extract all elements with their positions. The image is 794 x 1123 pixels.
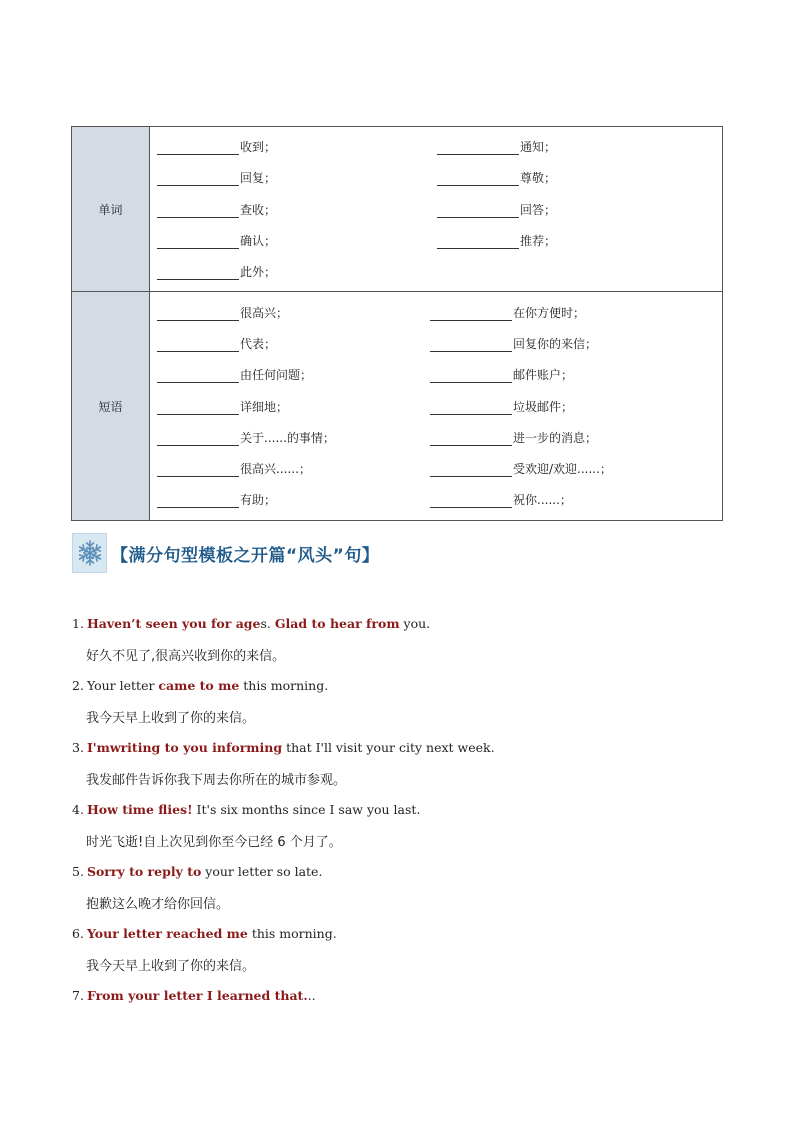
sentence-number: 1.	[72, 616, 84, 631]
word-row	[157, 162, 722, 193]
word-meaning: 收到；	[240, 140, 277, 155]
phrase-meaning: 代表；	[240, 336, 277, 351]
answer-blank[interactable]	[430, 307, 512, 321]
phrase-item	[430, 304, 585, 321]
word-meaning: 查收；	[240, 202, 277, 217]
sentence-highlight: Your letter reached me	[86, 926, 248, 941]
word-row	[157, 131, 722, 162]
phrases-row	[72, 292, 723, 520]
sentence-english	[72, 670, 732, 701]
answer-blank[interactable]	[157, 141, 239, 155]
section-title: 【满分句型模板之开篇“风头”句】	[111, 545, 380, 566]
answer-blank[interactable]	[157, 307, 239, 321]
phrase-row	[157, 328, 722, 359]
word-meaning: 通知；	[520, 140, 557, 155]
sentence-number: 6.	[72, 926, 84, 941]
sentence-text: this morning.	[239, 678, 329, 693]
sentence-highlight: How time flies!	[86, 802, 193, 817]
answer-blank[interactable]	[157, 172, 239, 186]
phrase-meaning: 祝你......；	[513, 493, 572, 508]
word-item	[157, 138, 437, 155]
phrase-meaning: 有助；	[240, 493, 277, 508]
phrase-item	[430, 491, 572, 508]
answer-blank[interactable]	[437, 172, 519, 186]
phrase-item	[430, 398, 573, 415]
sentence-highlight: Haven’t seen you for age	[86, 616, 261, 631]
word-item	[157, 169, 437, 186]
word-item	[157, 263, 437, 280]
phrase-row	[157, 453, 722, 484]
phrase-item	[157, 491, 430, 508]
phrase-meaning: 垃圾邮件；	[513, 399, 574, 414]
sentence-text: ..	[307, 988, 316, 1003]
answer-blank[interactable]	[157, 463, 239, 477]
phrase-meaning: 关于......的事情；	[240, 430, 335, 445]
answer-blank[interactable]	[430, 369, 512, 383]
phrase-item	[157, 429, 430, 446]
word-row	[157, 225, 722, 256]
phrase-meaning: 回复你的来信；	[513, 336, 598, 351]
words-row	[72, 127, 723, 292]
sentence-english	[72, 918, 732, 949]
sentence-number: 7.	[72, 988, 84, 1003]
phrase-item	[157, 398, 430, 415]
sentence-english	[72, 856, 732, 887]
sentence-text: this morning.	[247, 926, 337, 941]
answer-blank[interactable]	[437, 141, 519, 155]
sentence-chinese: 好久不见了,很高兴收到你的来信。	[86, 649, 286, 664]
sentence-chinese: 时光飞逝!自上次见到你至今已经 6 个月了。	[86, 835, 342, 850]
answer-blank[interactable]	[157, 401, 239, 415]
answer-blank[interactable]	[430, 338, 512, 352]
sentence-highlight: Sorry to reply to	[86, 864, 202, 879]
answer-blank[interactable]	[157, 494, 239, 508]
words-cell	[150, 127, 723, 292]
sentence-english	[72, 980, 732, 1011]
phrase-meaning: 由任何问题；	[240, 368, 313, 383]
phrase-item	[157, 366, 430, 383]
answer-blank[interactable]	[157, 235, 239, 249]
sentence-highlight: Glad to hear from	[274, 616, 400, 631]
sentence-chinese: 我今天早上收到了你的来信。	[86, 711, 256, 726]
phrase-meaning: 受欢迎/欢迎......；	[513, 462, 612, 477]
section-heading	[72, 533, 379, 573]
word-meaning: 推荐；	[520, 234, 557, 249]
sentence-english	[72, 732, 732, 763]
phrase-row	[157, 422, 722, 453]
sentence-english	[72, 794, 732, 825]
sentence-number: 4.	[72, 802, 84, 817]
sentence-highlight: I'mwriting to you informing	[86, 740, 283, 755]
word-item	[157, 232, 437, 249]
phrases-cell	[150, 292, 723, 520]
phrase-meaning: 很高兴；	[240, 305, 289, 320]
sentence-chinese: 抱歉这么晚才给你回信。	[86, 897, 230, 912]
answer-blank[interactable]	[157, 266, 239, 280]
sentence-number: 5.	[72, 864, 84, 879]
snowflake-icon	[72, 533, 107, 573]
sentence-text: that I'll visit your city next week.	[282, 740, 495, 755]
word-meaning: 尊敬；	[520, 171, 557, 186]
words-category: 单词	[72, 127, 150, 292]
answer-blank[interactable]	[157, 204, 239, 218]
sentence-list	[72, 608, 732, 1011]
answer-blank[interactable]	[430, 463, 512, 477]
sentence-text: your letter so late.	[201, 864, 323, 879]
answer-blank[interactable]	[437, 204, 519, 218]
answer-blank[interactable]	[430, 401, 512, 415]
sentence-chinese: 我发邮件告诉你我下周去你所在的城市参观。	[86, 773, 347, 788]
answer-blank[interactable]	[430, 494, 512, 508]
answer-blank[interactable]	[157, 432, 239, 446]
phrase-meaning: 很高兴......；	[240, 462, 311, 477]
phrase-item	[157, 460, 430, 477]
phrase-row	[157, 296, 722, 327]
phrase-item	[430, 429, 597, 446]
word-item	[437, 201, 556, 218]
sentence-highlight: From your letter I learned that.	[86, 988, 308, 1003]
word-meaning: 确认；	[240, 234, 277, 249]
sentence-chinese: 我今天早上收到了你的来信。	[86, 959, 256, 974]
phrase-row	[157, 359, 722, 390]
sentence-number: 2.	[72, 678, 84, 693]
sentence-number: 3.	[72, 740, 84, 755]
answer-blank[interactable]	[157, 369, 239, 383]
word-item	[437, 169, 556, 186]
sentence-text: you.	[399, 616, 431, 631]
answer-blank[interactable]	[157, 338, 239, 352]
sentence-text: It's six months since I saw you last.	[192, 802, 421, 817]
phrases-category: 短语	[72, 292, 150, 520]
word-item	[157, 201, 437, 218]
word-item	[437, 138, 556, 155]
phrase-meaning: 详细地；	[240, 399, 289, 414]
words-list	[150, 127, 722, 291]
phrase-meaning: 邮件账户；	[513, 368, 574, 383]
phrase-row	[157, 484, 722, 515]
answer-blank[interactable]	[437, 235, 519, 249]
phrase-meaning: 进一步的消息；	[513, 430, 598, 445]
sentence-english	[72, 608, 732, 639]
phrase-item	[430, 460, 612, 477]
phrase-item	[157, 335, 430, 352]
word-row	[157, 194, 722, 225]
word-meaning: 回答；	[520, 202, 557, 217]
phrase-item	[430, 335, 597, 352]
phrase-row	[157, 390, 722, 421]
phrase-item	[430, 366, 573, 383]
sentence-highlight: came to me	[158, 678, 240, 693]
word-meaning: 回复；	[240, 171, 277, 186]
phrases-list	[150, 292, 722, 519]
sentence-text: s.	[260, 616, 275, 631]
answer-blank[interactable]	[430, 432, 512, 446]
phrase-item	[157, 304, 430, 321]
word-row	[157, 256, 722, 287]
word-meaning: 此外；	[240, 265, 277, 280]
word-item	[437, 232, 556, 249]
phrase-meaning: 在你方便时；	[513, 305, 586, 320]
sentence-text: Your letter	[86, 678, 159, 693]
vocab-table	[71, 126, 723, 521]
